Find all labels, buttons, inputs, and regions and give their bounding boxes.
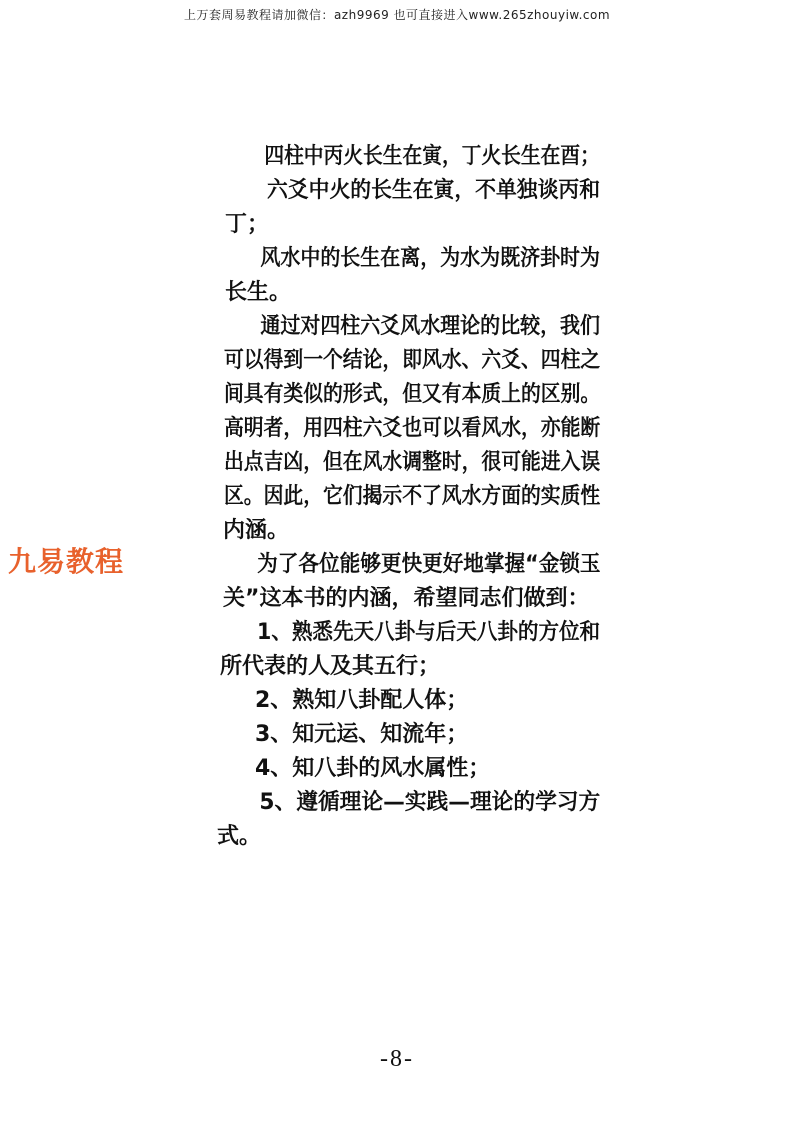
text-line: 区。因此，它们揭示不了风水方面的实质性 (224, 484, 601, 509)
text-line: 丁； (225, 212, 270, 237)
text-line: 3、知元运、知流年； (255, 722, 469, 747)
text-line: 可以得到一个结论，即风水、六爻、四柱之 (224, 348, 601, 373)
text-line: 4、知八卦的风水属性； (255, 756, 491, 781)
text-line: 式。 (217, 824, 262, 849)
text-line: 高明者，用四柱六爻也可以看风水，亦能断 (224, 416, 601, 441)
text-line: 长生。 (225, 280, 292, 305)
text-line: 出点吉凶，但在风水调整时，很可能进入误 (224, 450, 601, 475)
text-line: 2、熟知八卦配人体； (255, 688, 469, 713)
text-line: 1、熟悉先天八卦与后天八卦的方位和 (257, 620, 601, 645)
text-line: 所代表的人及其五行； (220, 654, 441, 679)
watermark-logo: 九易教程 (8, 545, 125, 578)
text-line: 四柱中丙火长生在寅，丁火长生在酉； (264, 144, 600, 169)
text-line: 内涵。 (223, 518, 290, 543)
text-line: 六爻中火的长生在寅，不单独谈丙和 (267, 178, 601, 203)
text-line: 风水中的长生在离，为水为既济卦时为 (260, 246, 601, 271)
text-line: 为了各位能够更快更好地掌握“金锁玉 (257, 552, 601, 577)
text-line: 间具有类似的形式，但又有本质上的区别。 (224, 382, 601, 407)
text-line: 通过对四柱六爻风水理论的比较，我们 (260, 314, 601, 339)
text-line: 关”这本书的内涵，希望同志们做到： (223, 586, 590, 611)
page-number: -8- (380, 1046, 414, 1072)
body-text (215, 140, 600, 854)
text-line: 5、遵循理论—实践—理论的学习方 (259, 790, 601, 815)
page-header: 上万套周易教程请加微信：azh9969 也可直接进入www.265zhouyiw.com (183, 8, 611, 22)
